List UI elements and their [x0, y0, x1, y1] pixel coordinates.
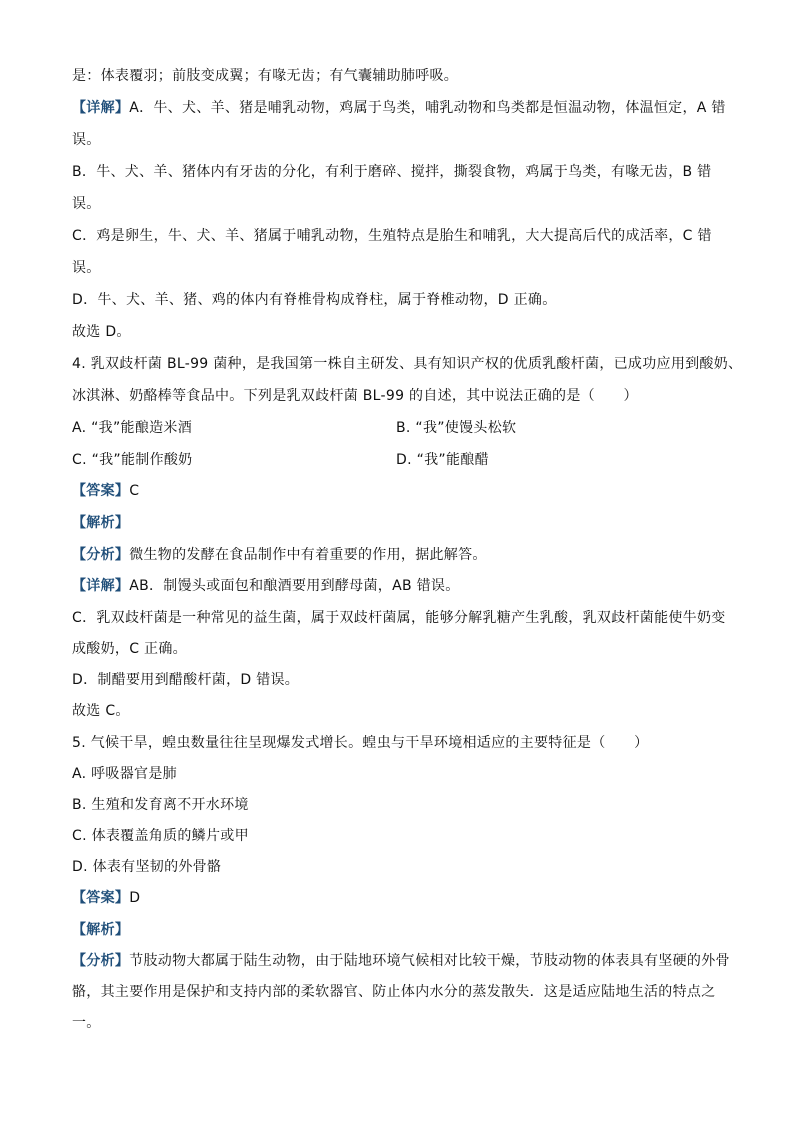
text-line: B．牛、犬、羊、猪体内有牙齿的分化，有利于磨碎、搅拌，撕裂食物，鸡属于鸟类，有喙无齿，B 错 — [72, 164, 712, 180]
option-c: C. 体表覆盖角质的鳞片或甲 — [72, 828, 249, 844]
fenxi-tag: 【分析】 — [72, 953, 130, 969]
answer-value: C — [129, 483, 140, 499]
text-line: 误。 — [72, 196, 101, 212]
fenxi-text: 节肢动物大都属于陆生动物，由于陆地环境气候相对比较干燥，节肢动物的体表具有坚硬的外骨 — [129, 953, 730, 969]
text-line: 一。 — [72, 1015, 101, 1031]
answer-value: D — [129, 890, 141, 906]
fenxi-line — [72, 545, 722, 565]
detail-line — [72, 98, 726, 118]
option-b: B. 生殖和发育离不开水环境 — [72, 797, 249, 813]
option-b: B. “我”使馒头松软 — [396, 420, 517, 436]
option-a: A. 呼吸器官是肺 — [72, 766, 177, 782]
option-c: C. “我”能制作酸奶 — [72, 452, 193, 468]
answer-select-line: 故选 C。 — [72, 703, 130, 719]
detail-text: AB．制馒头或面包和酿酒要用到酵母菌，AB 错误。 — [129, 578, 460, 594]
fenxi-line — [72, 951, 730, 971]
detail-line — [72, 576, 722, 596]
text-line: C．乳双歧杆菌是一种常见的益生菌，属于双歧杆菌属，能够分解乳糖产生乳酸，乳双歧杆菌能使牛奶变 — [72, 610, 726, 626]
detail-text: A．牛、犬、羊、猪是哺乳动物，鸡属于鸟类，哺乳动物和鸟类都是恒温动物，体温恒定，A 错 — [129, 100, 726, 116]
text-line: 成酸奶，C 正确。 — [72, 641, 187, 657]
text-line: 是：体表覆羽；前肢变成翼；有喙无齿；有气囊辅助肺呼吸。 — [72, 68, 459, 84]
analysis-line — [72, 513, 722, 533]
fenxi-tag: 【分析】 — [72, 547, 130, 563]
answer-line — [72, 888, 722, 908]
answer-line — [72, 481, 722, 501]
text-line: 骼，其主要作用是保护和支持内部的柔软器官、防止体内水分的蒸发散失．这是适应陆地生活的特点之 — [72, 984, 716, 1000]
text-line: 误。 — [72, 260, 101, 276]
text-line: 误。 — [72, 132, 101, 148]
detail-tag: 【详解】 — [72, 100, 130, 116]
question-4-text: 4. 乳双歧杆菌 BL-99 菌种，是我国第一株自主研发、具有知识产权的优质乳酸杆菌，已成功应用到酸奶、 — [72, 356, 743, 372]
fenxi-text: 微生物的发酵在食品制作中有着重要的作用，据此解答。 — [129, 547, 487, 563]
analysis-line — [72, 920, 722, 940]
text-line: D．制醋要用到醋酸杆菌，D 错误。 — [72, 672, 300, 688]
analysis-tag: 【解析】 — [72, 922, 130, 938]
answer-tag: 【答案】 — [72, 483, 130, 499]
answer-select-line: 故选 D。 — [72, 324, 131, 340]
text-line: D．牛、犬、羊、猪、鸡的体内有脊椎骨构成脊柱，属于脊椎动物，D 正确。 — [72, 292, 557, 308]
text-line: C．鸡是卵生，牛、犬、羊、猪属于哺乳动物，生殖特点是胎生和哺乳，大大提高后代的成活率，C 错 — [72, 228, 712, 244]
question-5-text: 5. 气候干旱，蝗虫数量往往呈现爆发式增长。蝗虫与干旱环境相适应的主要特征是（ ） — [72, 735, 649, 751]
option-d: D. “我”能酿醋 — [396, 452, 489, 468]
analysis-tag: 【解析】 — [72, 515, 130, 531]
answer-tag: 【答案】 — [72, 890, 130, 906]
question-4-text: 冰淇淋、奶酪棒等食品中。下列是乳双歧杆菌 BL-99 的自述，其中说法正确的是（ ） — [72, 388, 638, 404]
option-a: A. “我”能酿造米酒 — [72, 420, 193, 436]
detail-tag: 【详解】 — [72, 578, 130, 594]
option-d: D. 体表有坚韧的外骨骼 — [72, 859, 222, 875]
